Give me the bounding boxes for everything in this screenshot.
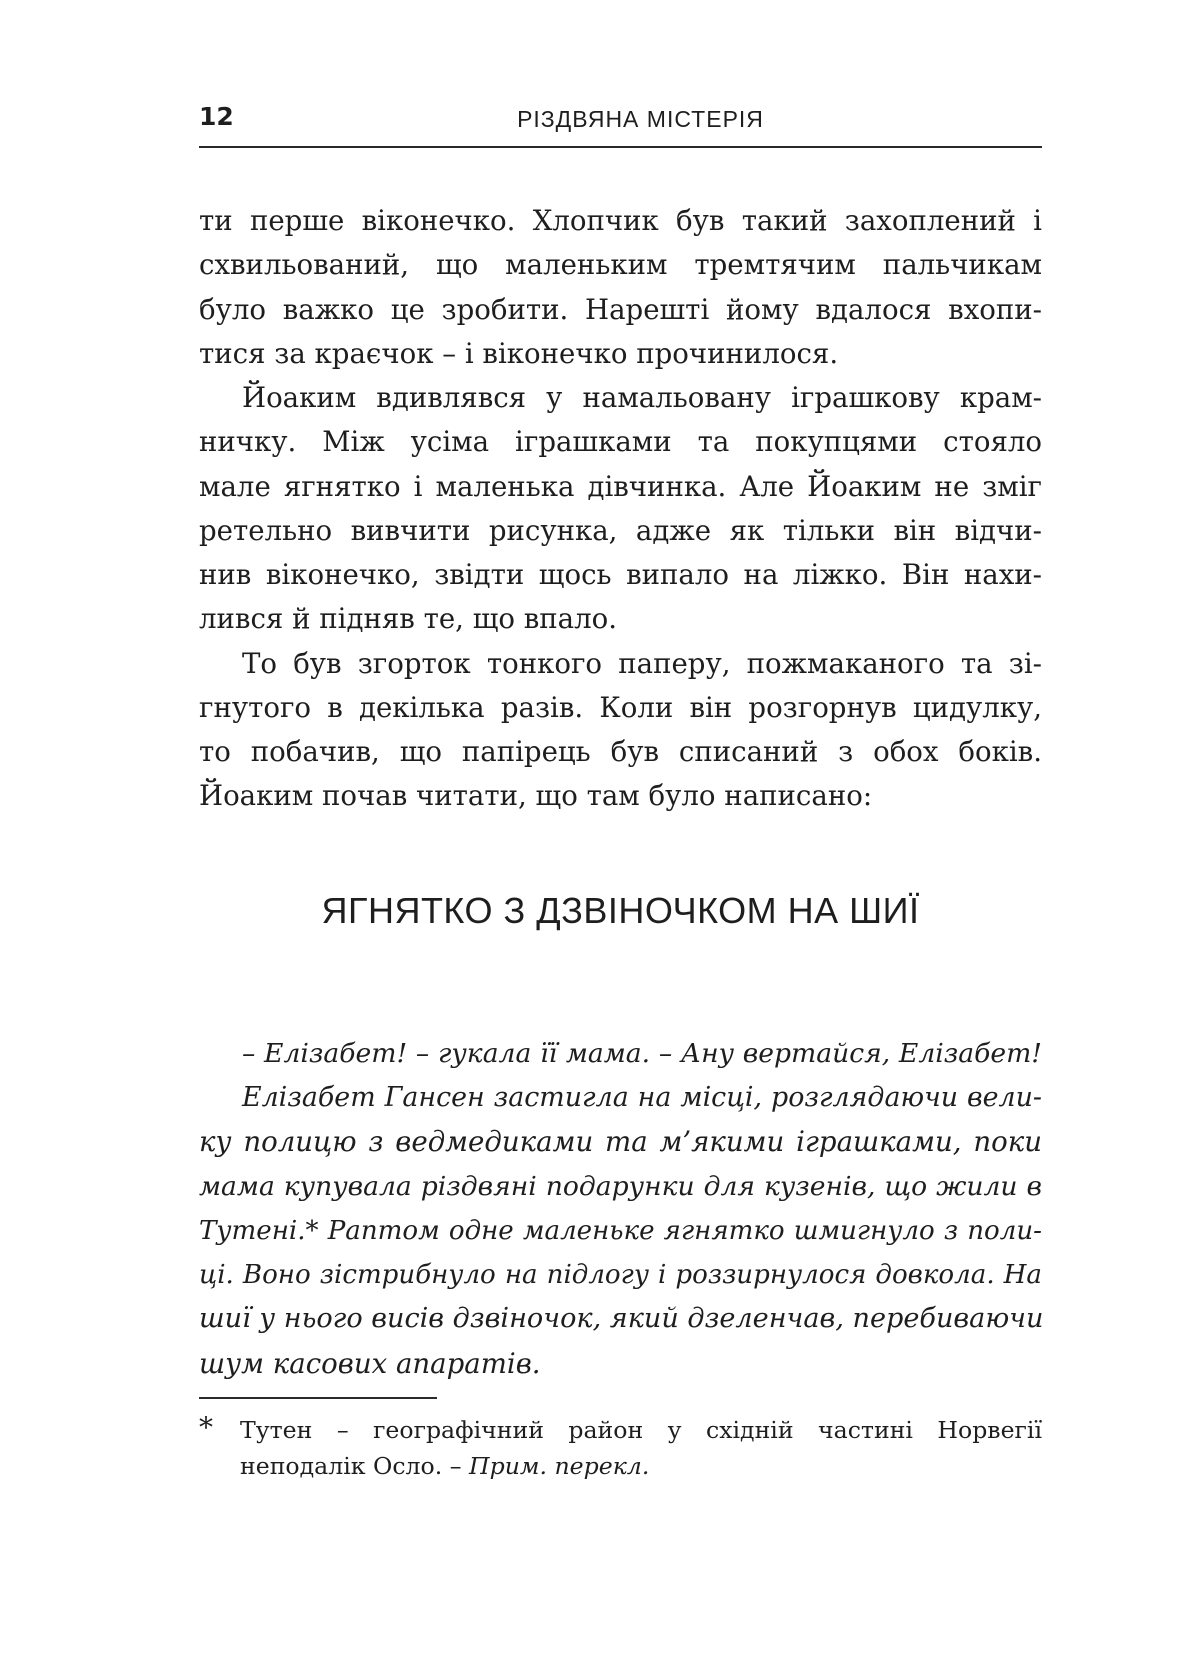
- footnote-divider: [199, 1397, 437, 1399]
- book-title: РІЗДВЯНА МІСТЕРІЯ: [517, 106, 764, 132]
- text-line: ретельно вивчити рисунка, адже як тільки він відчи-: [199, 514, 1042, 547]
- text-line: ку полицю з ведмедиками та м’якими іграшками, поки: [199, 1125, 1042, 1158]
- text-line: Тутені.* Раптом одне маленьке ягнятко шмигнуло з поли-: [199, 1216, 1042, 1246]
- text-line: схвильований, що маленьким тремтячим пальчикам: [199, 248, 1042, 281]
- page-number: 12: [199, 102, 234, 131]
- text-line: ничку. Між усіма іграшками та покупцями стояло: [199, 425, 1042, 458]
- text-line: нив віконечко, звідти щось випало на ліжко. Він нахи-: [199, 558, 1042, 591]
- text-line: тися за краєчок – і віконечко прочинилося.: [199, 337, 839, 370]
- text-line: Елізабет Гансен застигла на місці, розглядаючи вели-: [242, 1082, 1042, 1113]
- footnote-line: Тутен – географічний район у східній частині Норвегії: [240, 1416, 1042, 1444]
- text-line: – Елізабет! – гукала її мама. – Ану вертайся, Елізабет!: [242, 1038, 1042, 1069]
- footnote-line: [240, 1448, 1042, 1484]
- text-line: то побачив, що папірець був списаний з обох боків.: [199, 735, 1042, 768]
- text-line: шум касових апаратів.: [199, 1347, 541, 1380]
- text-line: ці. Воно зістрибнуло на підлогу і роззирнулося довкола. На: [199, 1260, 1042, 1290]
- text-line: мале ягнятко і маленька дівчинка. Але Йоаким не зміг: [199, 470, 1042, 503]
- footnote-text: неподалік Осло. –: [240, 1452, 470, 1480]
- text-line: було важко це зробити. Нарешті йому вдалося вхопи-: [199, 293, 1042, 326]
- text-line: Йоаким почав читати, що там було написано:: [199, 779, 873, 812]
- chapter-title: ЯГНЯТКО З ДЗВІНОЧКОМ НА ШИЇ: [321, 890, 920, 931]
- text-line: То був згорток тонкого паперу, пожмаканого та зі-: [242, 647, 1042, 680]
- text-line: Йоаким вдивлявся у намальовану іграшкову крам-: [242, 381, 1042, 414]
- footnote-mark: *: [199, 1411, 213, 1444]
- text-line: ти перше віконечко. Хлопчик був такий захоплений і: [199, 204, 1042, 237]
- text-line: мама купувала різдвяні подарунки для кузенів, що жили в: [199, 1171, 1042, 1202]
- running-header: [199, 96, 1042, 148]
- translator-note: Прим. перекл.: [469, 1452, 650, 1480]
- text-line: лився й підняв те, що впало.: [199, 602, 618, 635]
- text-line: гнутого в декілька разів. Коли він розгорнув цидулку,: [199, 691, 1042, 724]
- text-line: шиї у нього висів дзвіночок, який дзеленчав, перебиваючи: [199, 1303, 1044, 1334]
